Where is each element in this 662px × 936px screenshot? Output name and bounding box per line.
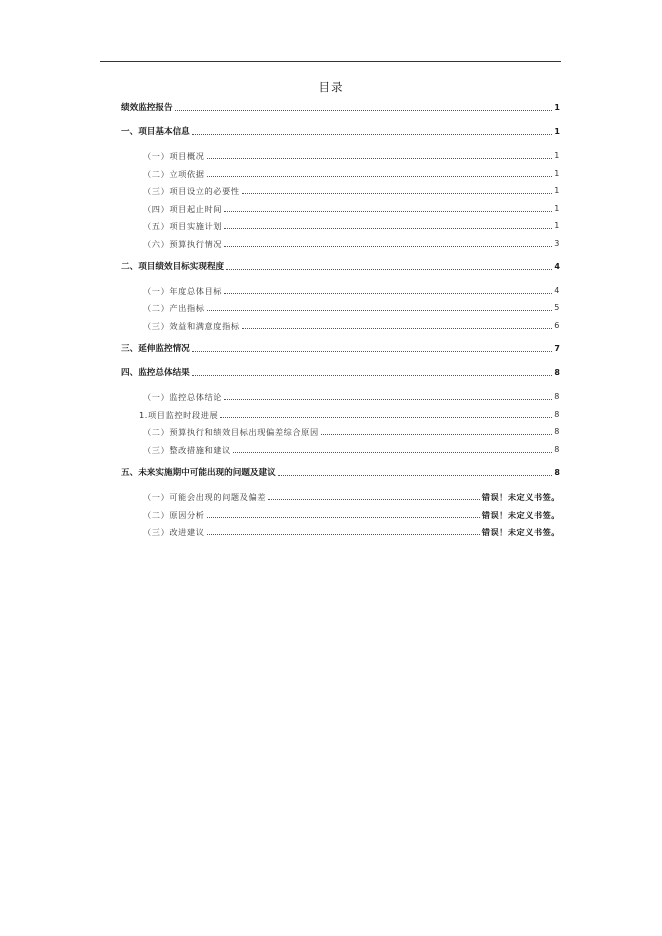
toc-leader-dots	[224, 399, 552, 400]
toc-entry[interactable]	[143, 199, 560, 215]
toc-entry[interactable]	[143, 298, 560, 314]
toc-leader-dots	[224, 246, 552, 247]
toc-page-number: 5	[554, 303, 560, 312]
toc-leader-dots	[207, 517, 480, 518]
toc-leader-dots	[207, 176, 553, 177]
toc-page-number: 1	[554, 151, 560, 160]
toc-leader-dots	[192, 134, 553, 135]
toc-entry[interactable]	[143, 216, 560, 232]
toc-leader-dots	[192, 351, 553, 352]
toc-page-number: 3	[554, 239, 560, 248]
toc-page-number: 8	[554, 410, 560, 419]
toc-entry[interactable]	[143, 234, 560, 250]
toc-entry[interactable]	[143, 146, 560, 162]
toc-entry-text: （一）年度总体目标	[143, 286, 223, 296]
toc-entry-text: （二）预算执行和绩效目标出现偏差综合原因	[143, 427, 319, 437]
toc-entry[interactable]	[121, 122, 560, 138]
toc-page-number: 8	[554, 368, 560, 377]
toc-page-number: 7	[554, 344, 560, 353]
toc-leader-dots	[224, 228, 552, 229]
toc-entry-text: （三）效益和满意度指标	[143, 321, 240, 331]
toc-entry[interactable]	[143, 181, 560, 197]
toc-entry-text: （三）项目设立的必要性	[143, 186, 240, 196]
toc-page-number: 8	[554, 445, 560, 454]
toc-page-number: 错误！未定义书签。	[481, 527, 560, 537]
toc-leader-dots	[207, 158, 553, 159]
toc-page-number: 4	[554, 286, 560, 295]
toc-page-number: 错误！未定义书签。	[481, 492, 560, 502]
toc-entry[interactable]	[139, 405, 560, 421]
toc-entry-text: （二）原因分析	[143, 510, 205, 520]
toc-leader-dots	[242, 193, 553, 194]
toc-entry[interactable]	[121, 257, 560, 273]
toc-entry-text: （三）整改措施和建议	[143, 445, 231, 455]
toc-page-number: 8	[554, 468, 560, 477]
toc-leader-dots	[242, 328, 553, 329]
toc-entry[interactable]	[143, 316, 560, 332]
toc-page-number: 1	[554, 103, 560, 112]
toc-page-number: 错误！未定义书签。	[481, 510, 560, 520]
toc-entry[interactable]	[121, 363, 560, 379]
toc-entry-text: 五、未来实施期中可能出现的问题及建议	[121, 468, 276, 478]
toc-entry[interactable]	[143, 281, 560, 297]
toc-page-number: 1	[554, 169, 560, 178]
toc-leader-dots	[278, 475, 553, 476]
toc-entry-text: （五）项目实施计划	[143, 221, 223, 231]
toc-entry-text: 二、项目绩效目标实现程度	[121, 262, 225, 272]
toc-entry[interactable]	[121, 463, 560, 479]
toc-leader-dots	[207, 310, 553, 311]
toc-leader-dots	[220, 417, 552, 418]
toc-entry[interactable]	[143, 487, 560, 503]
toc-entry-text: （二）产出指标	[143, 303, 205, 313]
toc-page-number: 8	[554, 427, 560, 436]
toc-entry-text: （二）立项依据	[143, 169, 205, 179]
toc-leader-dots	[192, 375, 553, 376]
toc-entry[interactable]	[143, 422, 560, 438]
toc-page-number: 8	[554, 392, 560, 401]
toc-page-number: 6	[554, 321, 560, 330]
toc-entry[interactable]	[143, 164, 560, 180]
toc-entry-text: （四）项目起止时间	[143, 204, 223, 214]
toc-entry-text: 绩效监控报告	[121, 103, 173, 113]
toc-entry[interactable]	[143, 387, 560, 403]
toc-entry-text: 一、项目基本信息	[121, 127, 190, 137]
toc-leader-dots	[233, 452, 552, 453]
toc-leader-dots	[207, 534, 480, 535]
toc-entry-text: 1.项目监控时段进展	[139, 410, 219, 420]
toc-entry-text: （一）监控总体结论	[143, 392, 223, 402]
toc-entry-text: （一）项目概况	[143, 151, 205, 161]
toc-page-number: 4	[554, 262, 560, 271]
toc-page-number: 1	[554, 186, 560, 195]
toc-entry-text: （三）改进建议	[143, 527, 205, 537]
toc-leader-dots	[268, 499, 480, 500]
header-rule	[100, 61, 561, 62]
toc-entry[interactable]	[143, 440, 560, 456]
toc-page-number: 1	[554, 204, 560, 213]
toc-title: 目录	[318, 80, 344, 94]
toc-page-number: 1	[554, 127, 560, 136]
toc-entry[interactable]	[121, 339, 560, 355]
toc-leader-dots	[321, 434, 553, 435]
toc-page-number: 1	[554, 221, 560, 230]
toc-entry-text: 四、监控总体结果	[121, 368, 190, 378]
toc-entry[interactable]	[143, 522, 560, 538]
toc-leader-dots	[175, 110, 553, 111]
toc-leader-dots	[224, 293, 552, 294]
toc-entry-text: （一）可能会出现的问题及偏差	[143, 492, 267, 502]
toc-entry-text: 三、延伸监控情况	[121, 344, 190, 354]
toc-leader-dots	[226, 269, 552, 270]
toc-leader-dots	[224, 211, 552, 212]
toc-entry[interactable]	[121, 98, 560, 114]
toc-entry-text: （六）预算执行情况	[143, 239, 223, 249]
toc-entry[interactable]	[143, 505, 560, 521]
